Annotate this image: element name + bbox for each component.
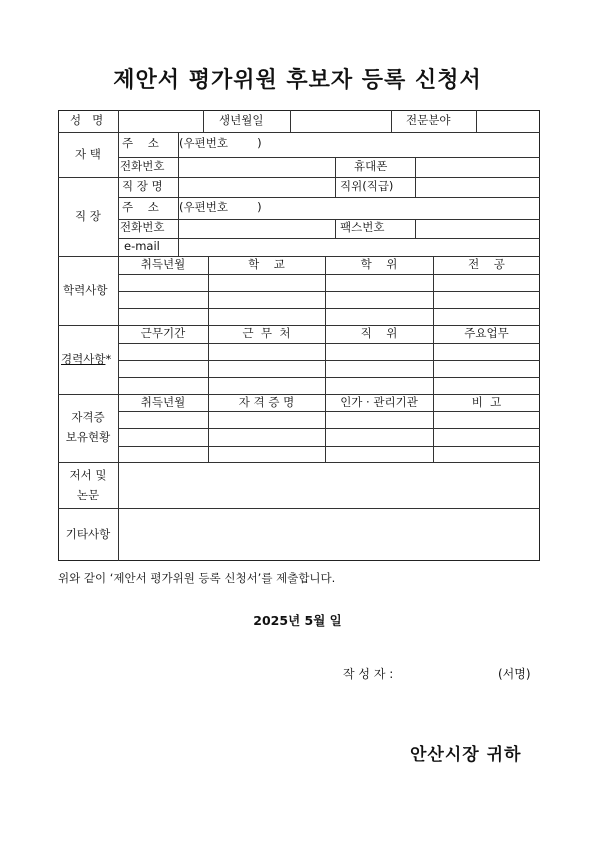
license-header-name: 자 격 증 명 <box>238 395 295 409</box>
application-form-table <box>58 110 540 561</box>
mobile-label: 휴대폰 <box>354 159 388 173</box>
home-label: 자 택 <box>75 147 101 161</box>
license-header-date: 취득년월 <box>140 395 186 409</box>
home-address-label: 주 소 <box>122 136 159 150</box>
work-label: 직 장 <box>75 209 101 223</box>
name-label: 성 명 <box>70 113 104 127</box>
career-header-workplace: 근 무 처 <box>242 326 291 340</box>
career-label: 경력사항* <box>61 352 112 366</box>
expertise-label: 전문분야 <box>406 113 451 127</box>
email-label: e-mail <box>124 239 160 253</box>
recipient: 안산시장 귀하 <box>410 745 522 765</box>
education-label: 학력사항 <box>63 283 108 297</box>
career-header-period: 근무기간 <box>140 326 186 340</box>
license-label-line2: 보유현황 <box>65 430 111 444</box>
license-header-issuer: 인가 · 관리기관 <box>340 395 418 409</box>
career-header-duties: 주요업무 <box>464 326 509 340</box>
work-phone-label: 전화번호 <box>120 220 165 234</box>
career-header-position: 직 위 <box>360 326 398 340</box>
papers-label-line2: 논문 <box>76 488 100 502</box>
home-postal-code: (우편번호 ) <box>179 136 262 150</box>
form-title: 제안서 평가위원 후보자 등록 신청서 <box>113 68 482 93</box>
license-header-note: 비 고 <box>471 395 502 409</box>
work-address-label: 주 소 <box>122 200 159 214</box>
submission-statement: 위와 같이 ‘제안서 평가위원 등록 신청서’를 제출합니다. <box>58 571 336 585</box>
education-header-major: 전 공 <box>468 257 505 271</box>
birthdate-label: 생년월일 <box>219 113 264 127</box>
education-header-school: 학 교 <box>248 257 285 271</box>
company-name-label: 직 장 명 <box>122 179 163 193</box>
fax-label: 팩스번호 <box>340 220 385 234</box>
education-header-degree: 학 위 <box>360 257 398 271</box>
author-label: 작 성 자 : <box>343 667 394 681</box>
work-postal-code: (우편번호 ) <box>179 200 262 214</box>
papers-label-line1: 저서 및 <box>69 468 107 482</box>
position-label: 직위(직급) <box>340 179 394 193</box>
etc-label: 기타사항 <box>65 527 111 541</box>
education-header-date: 취득년월 <box>140 257 186 271</box>
signature-mark: (서명) <box>498 667 531 681</box>
license-label-line1: 자격증 <box>71 410 105 424</box>
career-asterisk: * <box>105 352 112 366</box>
home-phone-label: 전화번호 <box>120 159 165 173</box>
submission-date: 2025년 5월 일 <box>253 613 342 628</box>
